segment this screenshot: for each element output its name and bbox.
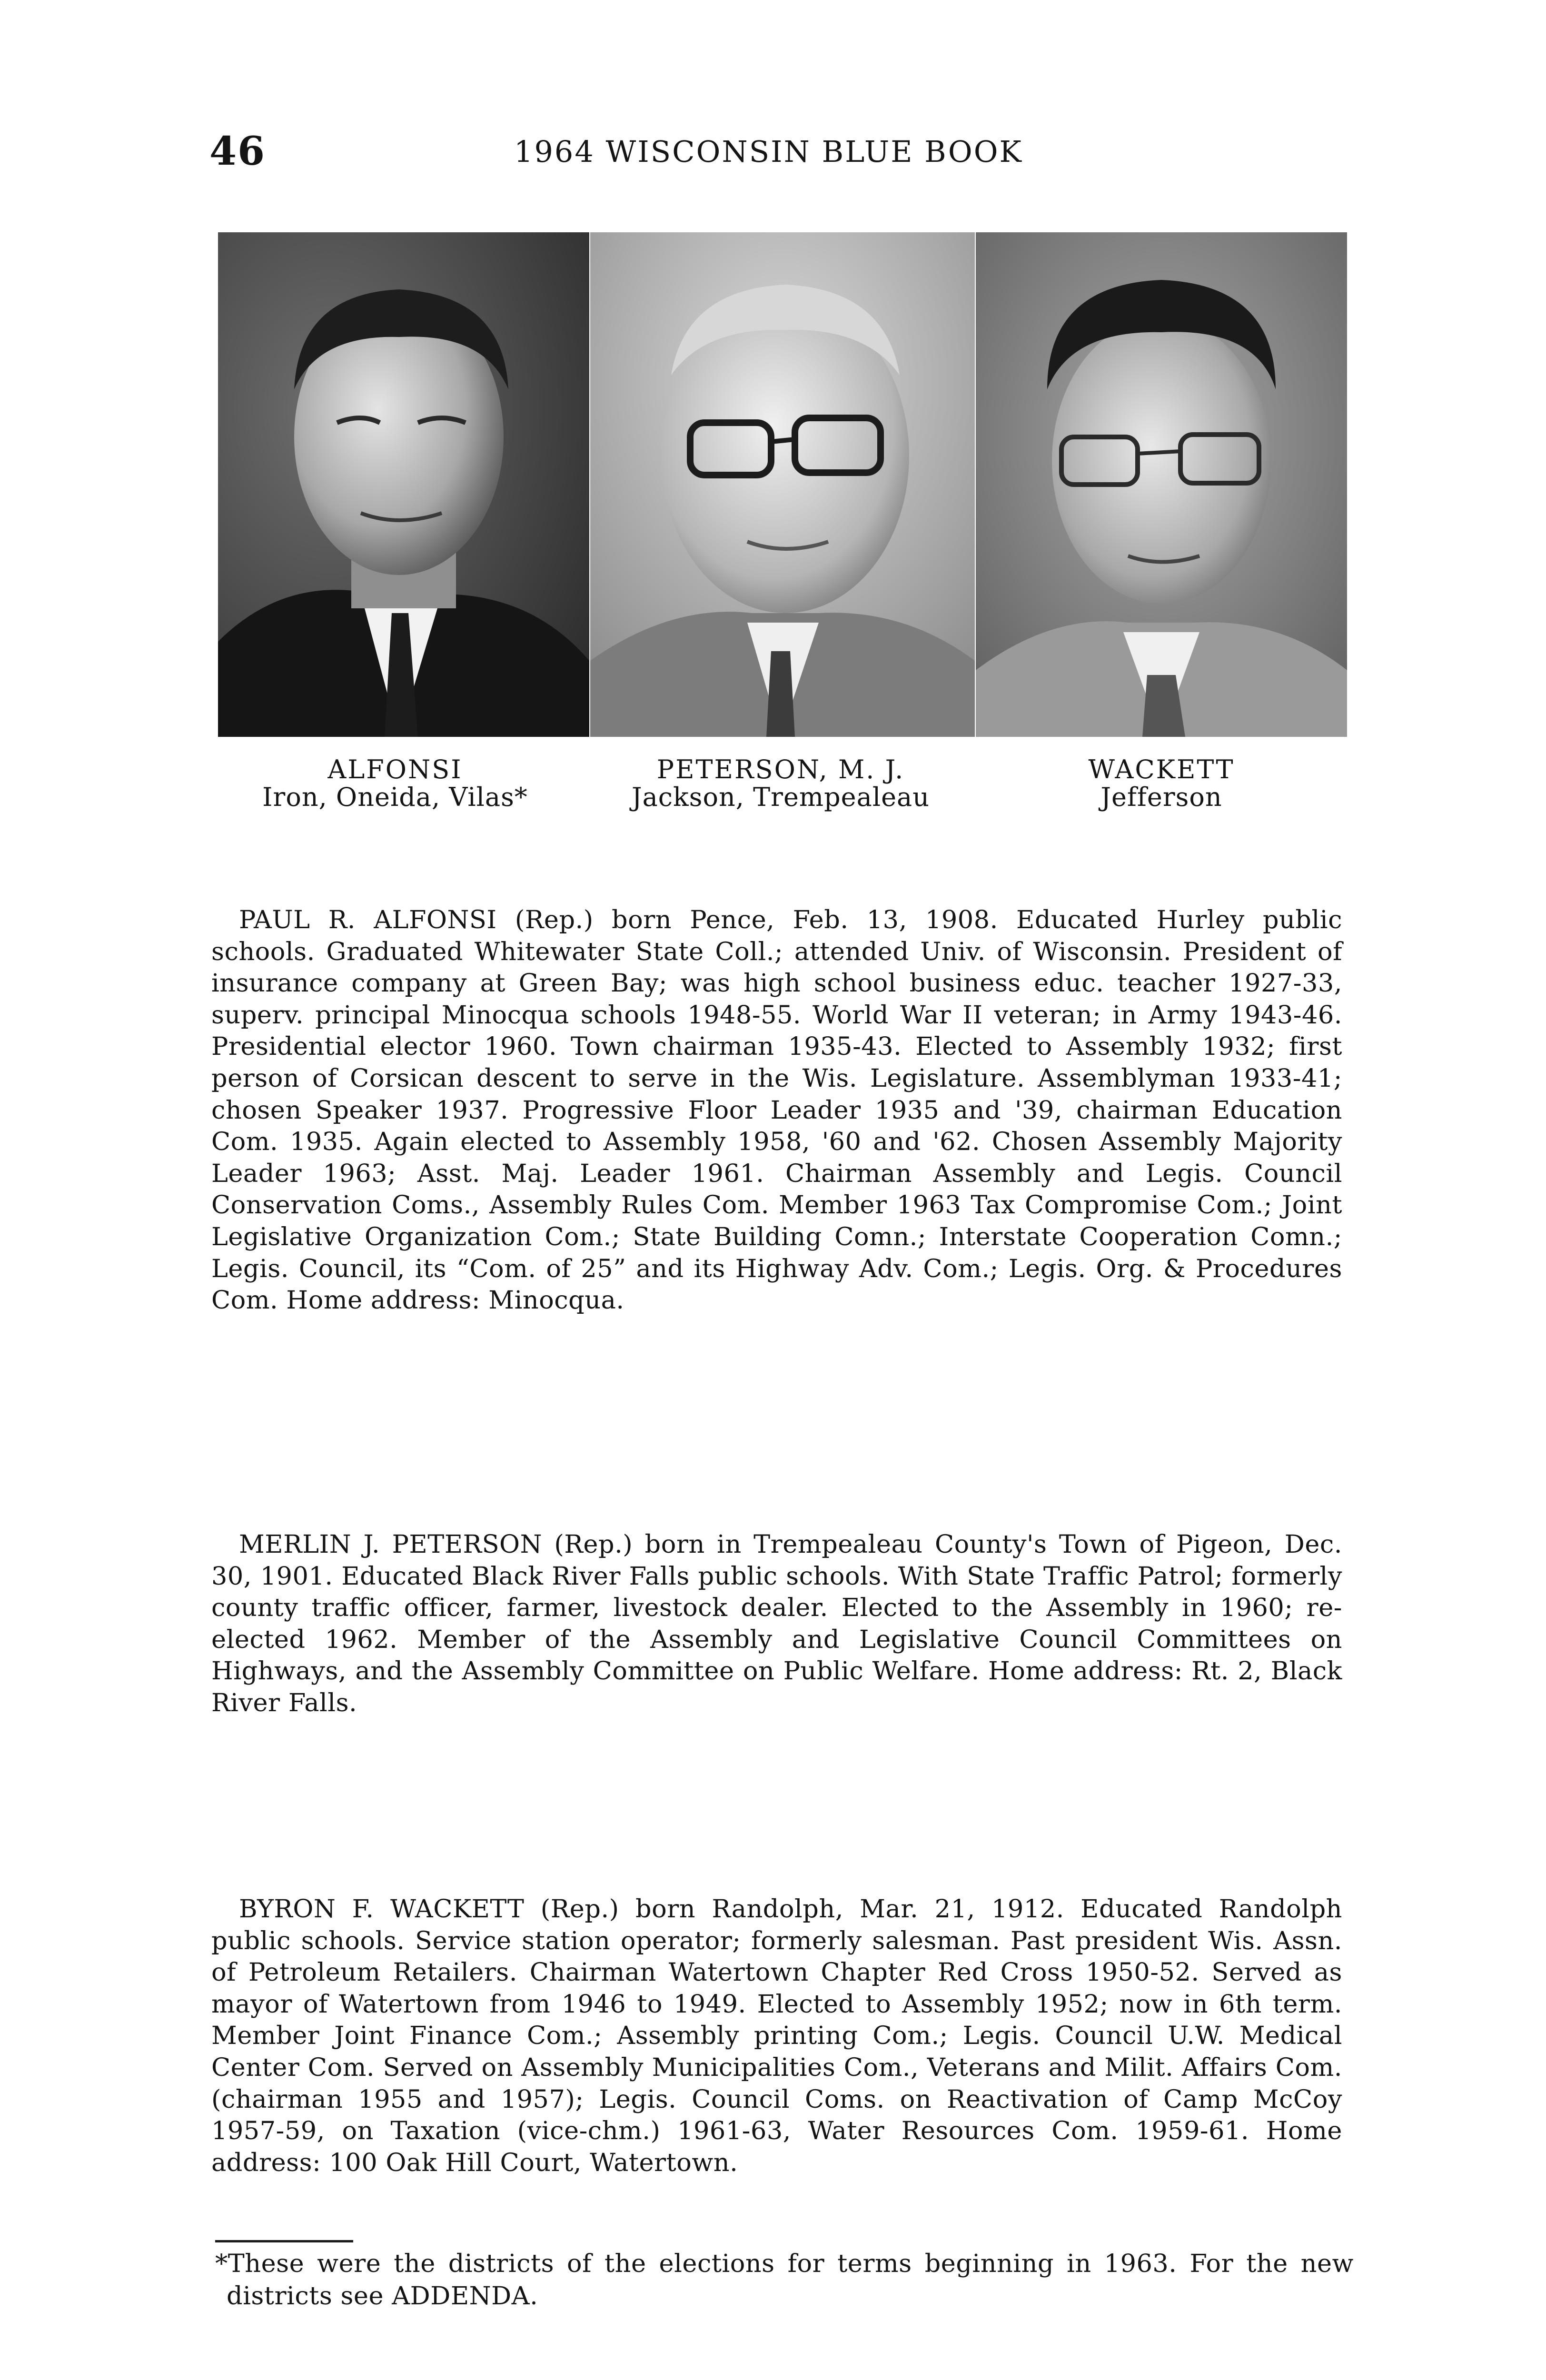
bio-wackett: BYRON F. WACKETT (Rep.) born Randolph, Mar. 21, 1912. Educated Randolph public schools. Service station operator; formerly salesman. Past president Wis. Assn. of Petroleum Retailers. Chairman Watertown Chapter Red Cross 1950-52. Served as mayor of Watertown from 1946 to 1949. Elected to Assembly 1952; now in 6th term. Member Joint Finance Com.; Assembly printing Com.; Legis. Council U.W. Medical Center Com. Served on Assembly Municipalities Com., Veterans and Milit. Affairs Com. (chairman 1955 and 1957); Legis. Council Coms. on Reactivation of Camp McCoy 1957-59, on Taxation (vice-chm.) 1961-63, Water Resources Com. 1959-61. Home address: 100 Oak Hill Court, Watertown. xyxy=(211,1894,1342,2177)
bio-peterson: MERLIN J. PETERSON (Rep.) born in Trempealeau County's Town of Pigeon, Dec. 30, 1901. Educated Black River Falls public schools. With State Traffic Patrol; formerly county traffic officer, farmer, livestock dealer. Elected to the Assembly in 1960; re-elected 1962. Member of the Assembly and Legislative Council Committees on Highways, and the Assembly Committee on Public Welfare. Home address: Rt. 2, Black River Falls. xyxy=(211,1530,1342,1717)
caption-district: Jackson, Trempealeau xyxy=(631,782,930,812)
caption-wackett xyxy=(971,756,1352,811)
portrait-photo-alfonsi xyxy=(218,232,589,737)
footnote-rule xyxy=(215,2240,353,2242)
portrait-photo-wackett xyxy=(976,232,1347,737)
caption-district: Jefferson xyxy=(1100,782,1222,812)
caption-name: ALFONSI xyxy=(327,754,463,784)
caption-alfonsi xyxy=(209,756,581,811)
caption-name: WACKETT xyxy=(1088,754,1235,784)
caption-district: Iron, Oneida, Vilas* xyxy=(262,782,528,812)
caption-peterson xyxy=(585,756,976,811)
running-head: 1964 WISCONSIN BLUE BOOK xyxy=(514,134,1023,169)
portrait-photo-peterson xyxy=(590,232,975,737)
page-number: 46 xyxy=(209,129,266,174)
caption-name: PETERSON, M. J. xyxy=(656,754,905,784)
footnote: *These were the districts of the elections for terms beginning in 1963. For the new districts see ADDENDA. xyxy=(215,2249,1354,2311)
bio-alfonsi: PAUL R. ALFONSI (Rep.) born Pence, Feb. 13, 1908. Educated Hurley public schools. Graduated Whitewater State Coll.; attended Univ. of Wisconsin. President of insurance company at Green Bay; was high school business educ. teacher 1927-33, superv. principal Minocqua schools 1948-55. World War II veteran; in Army 1943-46. Presidential elector 1960. Town chairman 1935-43. Elected to Assembly 1932; first person of Corsican descent to serve in the Wis. Legislature. Assemblyman 1933-41; chosen Speaker 1937. Progressive Floor Leader 1935 and '39, chairman Education Com. 1935. Again elected to Assembly 1958, '60 and '62. Chosen Assembly Majority Leader 1963; Asst. Maj. Leader 1961. Chairman Assembly and Legis. Council Conservation Coms., Assembly Rules Com. Member 1963 Tax Compromise Com.; Joint Legislative Organization Com.; State Building Comn.; Interstate Cooperation Comn.; Legis. Council, its “Com. of 25” and its Highway Adv. Com.; Legis. Org. & Procedures Com. Home address: Minocqua. xyxy=(211,905,1342,1315)
